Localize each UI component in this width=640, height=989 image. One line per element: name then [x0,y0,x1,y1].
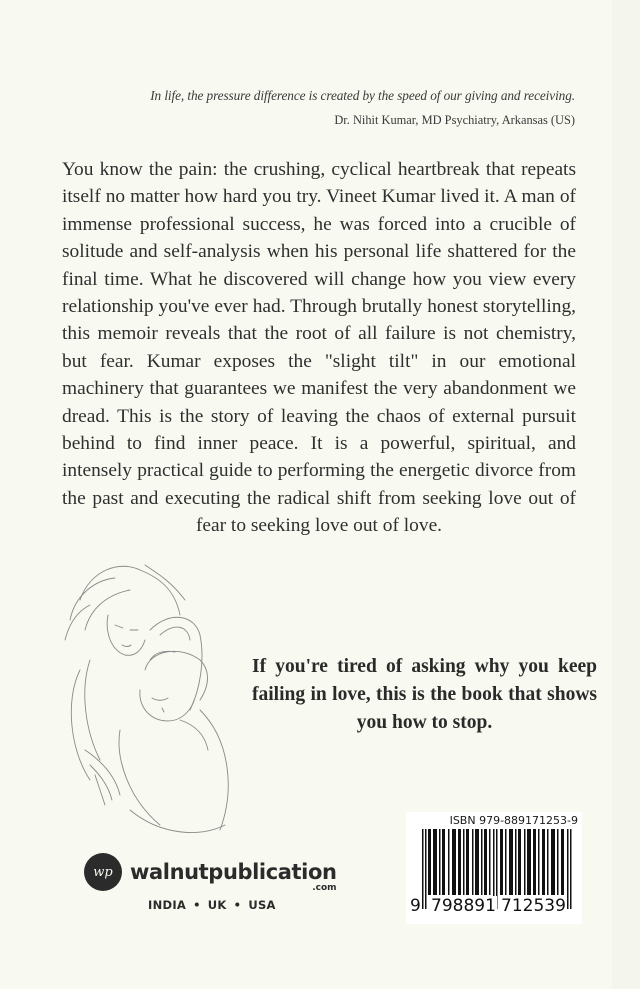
region-separator: • [233,898,242,912]
blurb-text: You know the pain: the crushing, cyclical heartbreak that repeats itself no matter how hard you try. Vineet Kumar lived it. A man of immense professional success, he was forced into a crucible of solitude and self-analysis when his personal life shattered for the final time. What he discovered will change how you view every relationship you've ever had. Through brutally honest storytelling, this memoir reveals that the root of all failure is not chemistry, but fear. Kumar exposes the "slight tilt" in our emotional machinery that guarantees we manifest the very abandonment we dread. This is the story of leaving the chaos of external pursuit behind to find inner peace. It is a powerful, spiritual, and intensely practical guide to performing the energetic divorce from the past and executing the radical shift from seeking love out of fear to seeking love out of love. [62,159,576,537]
publisher-regions [148,898,276,912]
epigraph [60,86,575,130]
region-uk: UK [207,898,227,912]
region-separator: • [193,898,201,912]
isbn-barcode [406,812,582,924]
spine-strip [612,0,640,989]
tagline: If you're tired of asking why you keep failing in love, this is the book that shows you how to stop. [252,656,597,733]
barcode-digit-group-1: 798891 [431,896,496,916]
epigraph-attribution: Dr. Nihit Kumar, MD Psychiatry, Arkansas (US) [334,113,575,127]
publisher-wordmark [130,860,337,893]
publisher-logo [84,853,337,891]
region-usa: USA [248,898,276,912]
barcode-digits [406,895,582,921]
region-india: INDIA [148,898,187,912]
publisher-name: walnutpublication [130,860,337,884]
barcode-digit-lead: 9 [410,896,421,916]
isbn-label: ISBN 979-889171253-9 [449,814,578,827]
publisher-domain-suffix: .com [312,883,337,893]
barcode-digit-group-2: 712539 [501,896,566,916]
couple-sketch-illustration [60,560,280,840]
publisher-monogram-icon: wp [84,853,122,891]
epigraph-quote: In life, the pressure difference is created by the speed of our giving and receiving. [150,88,575,103]
